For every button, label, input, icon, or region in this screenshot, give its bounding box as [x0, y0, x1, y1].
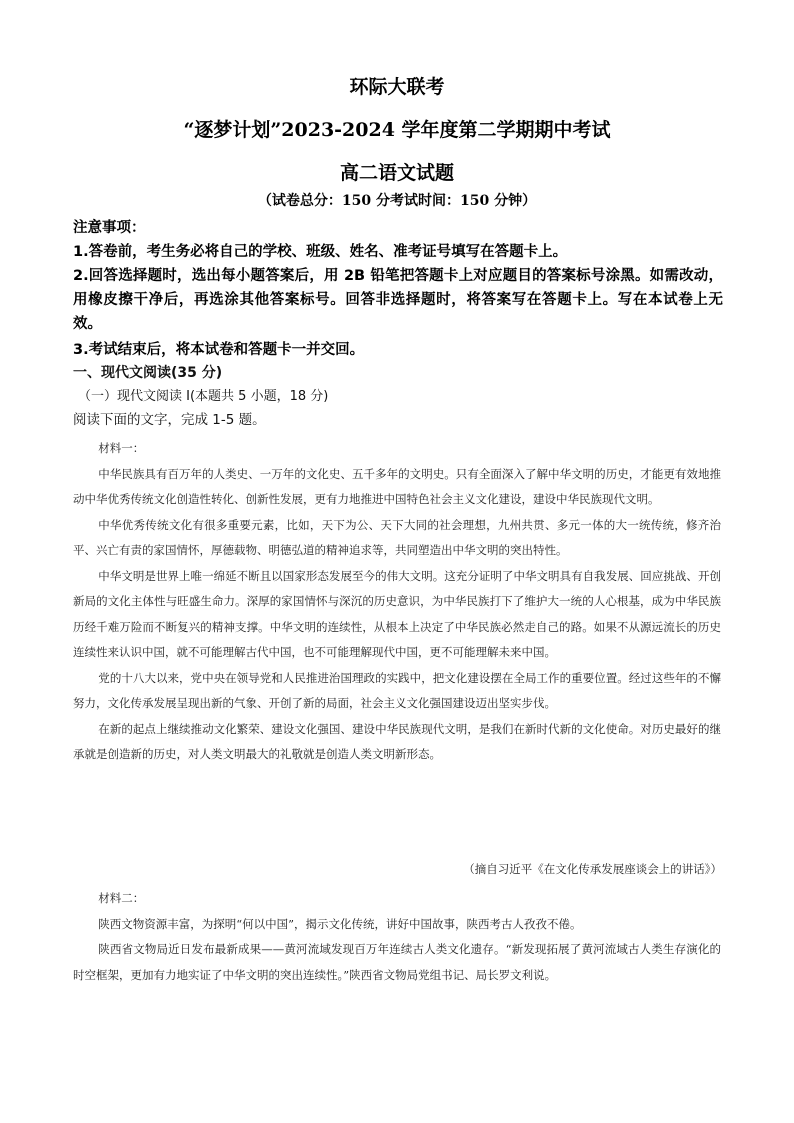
subject-title: 高二语文试题 — [339, 162, 454, 184]
notice-heading: 注意事项： — [73, 220, 146, 236]
paragraph: 陕西省文物局近日发布最新成果——黄河流域发现百万年连续古人类文化遗存。“新发现拓展了黄河流域古人类生存演化的时空框架，更加有力地实证了中华文明的突出连续性。”陕西省文物局党组书记、局长罗文利说。 — [73, 942, 721, 982]
paragraph: 在新的起点上继续推动文化繁荣、建设文化强国、建设中华民族现代文明，是我们在新时代新的文化使命。对历史最好的继承就是创造新的历史，对人类文明最大的礼敬就是创造人类文明新形态。 — [73, 721, 721, 761]
exam-name-title: “逐梦计划”2023-2024 学年度第二学期期中考试 — [183, 119, 611, 141]
exam-info-subtitle: （试卷总分：150 分考试时间：150 分钟） — [257, 193, 537, 209]
citation: （摘自习近平《在文化传承发展座谈会上的讲话》） — [463, 862, 722, 876]
section-heading: 一、现代文阅读(35 分) — [73, 365, 223, 381]
material-label: 材料一： — [98, 441, 145, 455]
material-two — [73, 886, 721, 988]
notice-item: 2.回答选择题时，选出每小题答案后，用 2B 铅笔把答题卡上对应题目的答案标号涂黑。如需改动，用橡皮擦干净后，再选涂其他答案标号。回答非选择题时，将答案写在答题卡上。写在本试卷上无效。 — [73, 268, 723, 332]
notice-item: 1.答卷前，考生务必将自己的学校、班级、姓名、准考证号填写在答题卡上。 — [73, 244, 568, 260]
subsection-heading: （一）现代文阅读 I(本题共 5 小题，18 分) — [78, 389, 329, 404]
paragraph: 中华优秀传统文化有很多重要元素，比如，天下为公、天下大同的社会理想，九州共贯、多元一体的大一统传统，修齐治平、兴亡有责的家国情怀，厚德载物、明德弘道的精神追求等，共同塑造出中华文明的突出特性。 — [73, 517, 721, 557]
exam-org-title: 环际大联考 — [349, 76, 445, 98]
material-label: 材料二： — [98, 891, 145, 905]
paragraph: 党的十八大以来，党中央在领导党和人民推进治国理政的实践中，把文化建设摆在全局工作的重要位置。经过这些年的不懈努力，文化传承发展呈现出新的气象、开创了新的局面，社会主义文化强国建设迈出坚实步伐。 — [73, 670, 721, 710]
paragraph: 陕西文物资源丰富，为探明“何以中国”，揭示文化传统，讲好中国故事，陕西考古人孜孜不倦。 — [98, 916, 582, 931]
notice-item: 3.考试结束后，将本试卷和答题卡一并交回。 — [73, 342, 365, 358]
paragraph: 中华民族具有百万年的人类史、一万年的文化史、五千多年的文明史。只有全面深入了解中华文明的历史，才能更有效地推动中华优秀传统文化创造性转化、创新性发展，更有力地推进中国特色社会主义文化建设，建设中华民族现代文明。 — [73, 466, 721, 506]
paragraph: 中华文明是世界上唯一绵延不断且以国家形态发展至今的伟大文明。这充分证明了中华文明具有自我发展、回应挑战、开创新局的文化主体性与旺盛生命力。深厚的家国情怀与深沉的历史意识，为中华民族打下了维护大一统的人心根基，成为中华民族历经千难万险而不断复兴的精神支撑。中华文明的连续性，从根本上决定了中华民族必然走自己的路。如果不从源远流长的历史连续性来认识中国，就不可能理解古代中国，也不可能理解现代中国，更不可能理解未来中国。 — [73, 568, 721, 659]
reading-instruction: 阅读下面的文字，完成 1-5 题。 — [73, 412, 266, 428]
material-one — [73, 436, 721, 768]
